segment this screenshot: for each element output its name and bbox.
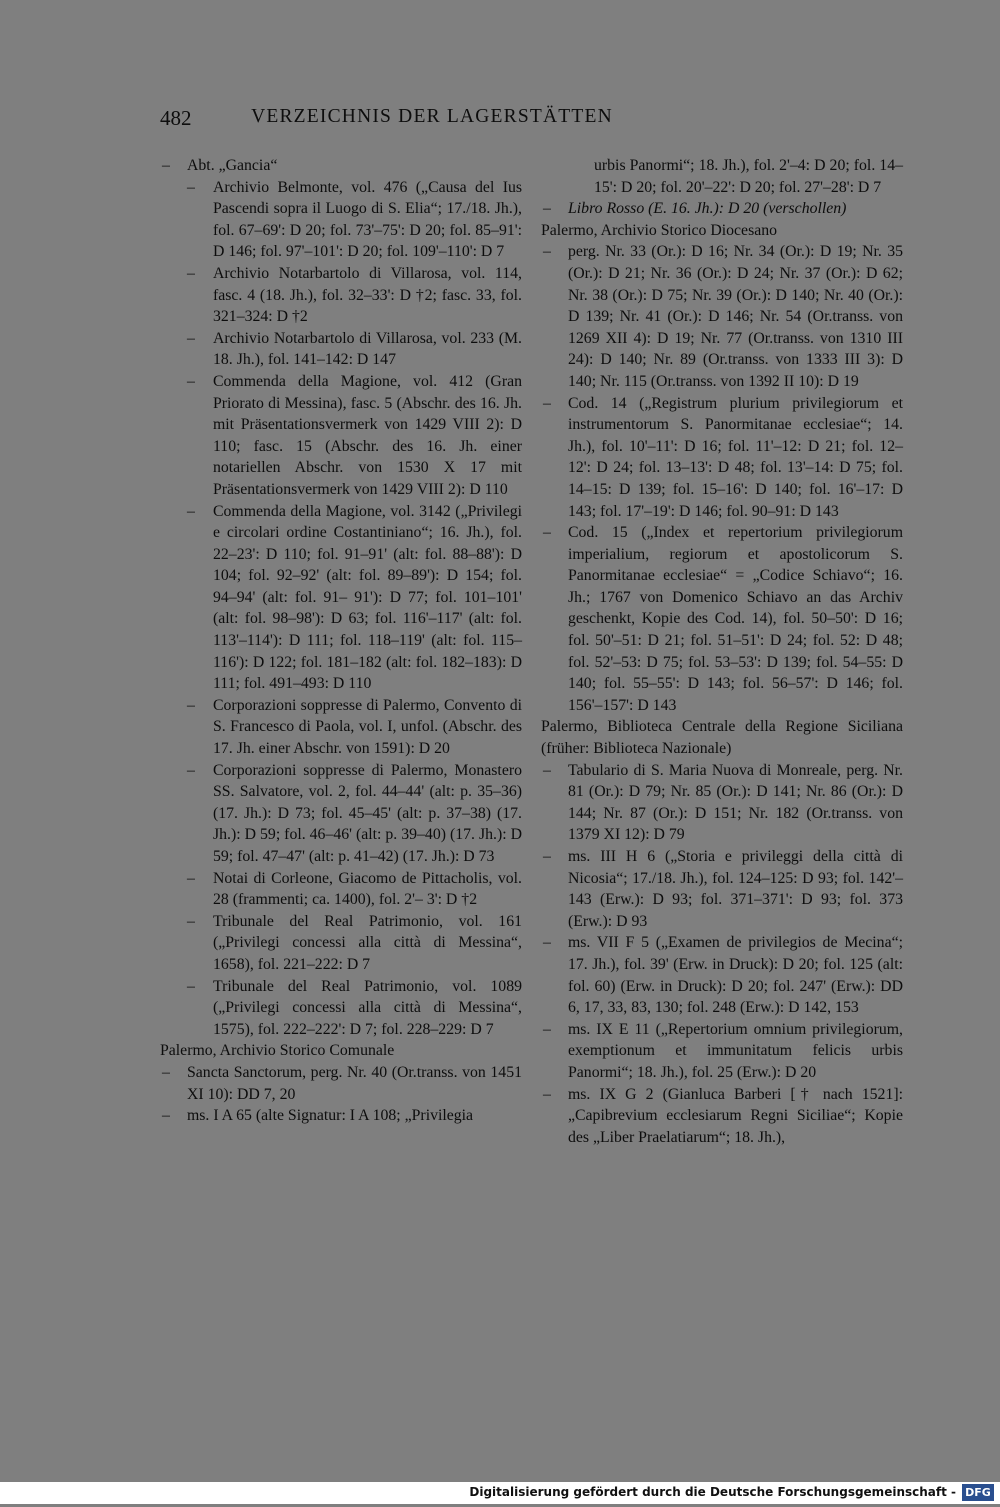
running-title: VERZEICHNIS DER LAGERSTÄTTEN <box>251 106 613 127</box>
entry-text: ms. VII F 5 („Examen de privilegios de Mecina“; 17. Jh.), fol. 39' (Erw. in Druck): D 20; fol. 125 (alt: fol. 60) (Erw. in Druck): D 20; fol. 247' (Erw.): DD 6, 17, 33, 83, 130; fol. 248 (Erw.): D 142, 153 <box>568 934 903 1017</box>
right-entry <box>541 716 903 759</box>
entry-text: Archivio Notarbartolo di Villarosa, vol. 233 (M. 18. Jh.), fol. 141–142: D 147 <box>213 329 522 369</box>
entry-text: Tribunale del Real Patrimonio, vol. 1089 („Privilegi concessi alla città di Messina“, 1575), fol. 222–222': D 7; fol. 228–229: D 7 <box>213 977 522 1038</box>
entry-text: Corporazioni soppresse di Palermo, Monastero SS. Salvatore, vol. 2, fol. 44–44' (alt: p. 35–36) (17. Jh.): D 73; fol. 45–45' (alt: p. 37–38) (17. Jh.): D 59; fol. 46–46' (alt: p. 39–40) (17. Jh.): D 59; fol. 47–47' (alt: p. 41–42) (17. Jh.): D 73 <box>213 761 522 865</box>
right-entry <box>541 1019 903 1084</box>
entry-text: Palermo, Biblioteca Centrale della Regione Siciliana (früher: Biblioteca Nazionale) <box>541 718 903 758</box>
entry-dash: – <box>187 264 195 282</box>
left-entry <box>160 1105 522 1127</box>
entry-text: Corporazioni soppresse di Palermo, Convento di S. Francesco di Paola, vol. I, unfol. (Abschr. des 17. Jh. einer Abschr. von 1591): D 20 <box>213 696 522 758</box>
right-entry <box>541 393 903 523</box>
entry-text: Sancta Sanctorum, perg. Nr. 40 (Or.transs. von 1451 XI 10): DD 7, 20 <box>187 1063 522 1103</box>
right-entry <box>541 220 903 242</box>
entry-text: Commenda della Magione, vol. 412 (Gran Priorato di Messina), fasc. 5 (Abschr. des 16. Jh. mit Präsentationsvermerk von 1429 VIII 2): D 110; fasc. 15 (Abschr. des 16. Jh. einer notariellen Abschr. von 1530 X 17 mit Präsentationsvermerk von 1429 VIII 2): D 110 <box>213 372 522 498</box>
entry-dash: – <box>187 502 195 520</box>
entry-text: Cod. 14 („Registrum plurium privilegiorum et instrumentorum S. Panormitanae ecclesiae“; 14. Jh.), fol. 10'–11': D 16; fol. 11'–12: D 21; fol. 12–12': D 24; fol. 13–13': D 48; fol. 13'–14: D 75; fol. 14–15: D 139; fol. 15–16': D 140; fol. 16'–17: D 143; fol. 17'–19': D 146; fol. 90–91: D 143 <box>568 394 903 520</box>
left-entry <box>160 911 522 976</box>
footer-banner <box>0 1482 1000 1504</box>
right-entry <box>541 198 903 220</box>
left-column <box>160 155 522 1127</box>
entry-dash: – <box>543 934 551 952</box>
left-entry <box>160 371 522 501</box>
entry-dash: – <box>543 243 551 261</box>
page-header <box>160 106 704 136</box>
entry-text: urbis Panormi“; 18. Jh.), fol. 2'–4: D 20; fol. 14–15': D 20; fol. 20'–22': D 20; fol. 27'–28': D 7 <box>594 157 903 196</box>
left-entry <box>160 760 522 868</box>
entry-dash: – <box>187 178 195 196</box>
left-entry <box>160 263 522 328</box>
entry-text: Libro Rosso (E. 16. Jh.): D 20 (verschollen) <box>568 200 847 218</box>
entry-dash: – <box>543 1020 551 1038</box>
entry-dash: – <box>543 1085 551 1103</box>
entry-text: ms. I A 65 (alte Signatur: I A 108; „Privilegia <box>187 1107 474 1125</box>
entry-text: Abt. „Gancia“ <box>187 157 278 174</box>
entry-dash: – <box>187 329 195 347</box>
entry-text: Tabulario di S. Maria Nuova di Monreale, perg. Nr. 81 (Or.): D 79; Nr. 85 (Or.): D 141; Nr. 86 (Or.): D 144; Nr. 87 (Or.): D 151; Nr. 182 (Or.transs. von 1379 XI 12): D 79 <box>568 761 903 844</box>
entry-dash: – <box>187 977 195 995</box>
entry-dash: – <box>543 848 551 865</box>
entry-dash: – <box>187 912 195 930</box>
entry-text: Commenda della Magione, vol. 3142 („Privilegi e circolari ordine Costantiniano“; 16. Jh.), fol. 22–23': D 110; fol. 91–91' (alt: fol. 88–88'): D 104; fol. 92–92' (alt: fol. 89–89'): D 154; fol. 94–94' (alt: fol. 91– 91'): D 77; fol. 101–101' (alt: fol. 98–98'): D 63; fol. 116'–117' (alt: fol. 113'–114'): D 111; fol. 118–119' (alt: fol. 115–116'): D 122; fol. 181–182 (alt: fol. 182–183): D 111; fol. 491–493: D 110 <box>213 502 522 693</box>
entry-dash: – <box>162 157 170 174</box>
entry-text: ms. III H 6 („Storia e privileggi della città di Nicosia“; 17./18. Jh.), fol. 124–125: D 93; fol. 142'–143 (Erw.): D 93; fol. 371–371': D 93; fol. 373 (Erw.): D 93 <box>568 848 903 930</box>
left-entry <box>160 155 522 177</box>
entry-dash: – <box>543 394 551 412</box>
left-entry <box>160 501 522 695</box>
entry-dash: – <box>187 761 195 779</box>
entry-text: Tribunale del Real Patrimonio, vol. 161 („Privilegi concessi alla città di Messina“, 1658), fol. 221–222: D 7 <box>213 912 522 973</box>
right-column <box>541 155 903 1148</box>
dfg-logo: DFG <box>962 1484 994 1501</box>
left-entry <box>160 328 522 371</box>
right-entry <box>541 760 903 846</box>
left-entry <box>160 1040 522 1062</box>
entry-text: ms. IX E 11 („Repertorium omnium privilegiorum, exemptionum et immunitatum felicis urbis Panormi“; 18. Jh.), fol. 25 (Erw.): D 20 <box>568 1020 903 1081</box>
entry-text: Cod. 15 („Index et repertorium privilegiorum imperialium, regiorum et apostolicorum S. Panormitanae ecclesiae“ = „Codice Schiavo“; 16. Jh.; 1767 von Domenico Schiavo an das Archiv geschenkt, Kopie des Cod. 14), fol. 50–50': D 16; fol. 50'–51: D 21; fol. 51–51': D 24; fol. 52: D 48; fol. 52'–53: D 75; fol. 53–53': D 139; fol. 54–55: D 140; fol. 55–55': D 143; fol. 56–57': D 146; fol. 156'–157': D 143 <box>568 524 903 714</box>
entry-text: Palermo, Archivio Storico Diocesano <box>541 221 778 239</box>
entry-dash: – <box>187 869 195 887</box>
right-entry <box>541 155 903 198</box>
right-entry <box>541 1084 903 1149</box>
right-entry <box>541 932 903 1018</box>
left-entry <box>160 868 522 911</box>
entry-dash: – <box>543 761 551 779</box>
entry-text: Archivio Notarbartolo di Villarosa, vol. 114, fasc. 4 (18. Jh.), fol. 32–33': D †2; fasc. 33, fol. 321–324: D †2 <box>213 264 522 326</box>
entry-text: Notai di Corleone, Giacomo de Pittacholis, vol. 28 (frammenti; ca. 1400), fol. 2'– 3': D †2 <box>213 869 522 909</box>
entry-dash: – <box>162 1063 170 1081</box>
left-entry <box>160 1062 522 1105</box>
entry-text: perg. Nr. 33 (Or.): D 16; Nr. 34 (Or.): D 19; Nr. 35 (Or.): D 21; Nr. 36 (Or.): D 24; Nr. 37 (Or.): D 62; Nr. 38 (Or.): D 75; Nr. 39 (Or.): D 140; Nr. 40 (Or.): D 139; Nr. 41 (Or.): D 146; Nr. 54 (Or.transs. von 1269 XII 4): D 19; Nr. 77 (Or.transs. von 1310 III 24): D 140; Nr. 89 (Or.transs. von 1333 III 3): D 140; Nr. 115 (Or.transs. von 1392 II 10): D 19 <box>568 243 903 390</box>
left-entry <box>160 976 522 1041</box>
page-number: 482 <box>160 106 192 130</box>
footer-text: Digitalisierung gefördert durch die Deutsche Forschungsgemeinschaft - <box>469 1485 956 1499</box>
entry-text: Archivio Belmonte, vol. 476 („Causa del Ius Pascendi sopra il Luogo di S. Elia“; 17./18. Jh.), fol. 67–69': D 20; fol. 73'–75': D 20; fol. 85–91': D 146; fol. 97'–101': D 20; fol. 109'–110': D 7 <box>213 178 522 261</box>
entry-dash: – <box>187 696 195 714</box>
entry-text: ms. IX G 2 (Gianluca Barberi [† nach 1521]: „Capibrevium ecclesiarum Regni Siciliae“; Kopie des „Liber Praelatiarum“; 18. Jh.), <box>568 1085 903 1146</box>
left-entry <box>160 695 522 760</box>
right-entry <box>541 241 903 392</box>
entry-dash: – <box>543 524 551 542</box>
right-entry <box>541 522 903 716</box>
entry-text: Palermo, Archivio Storico Comunale <box>160 1042 395 1060</box>
entry-dash: – <box>162 1107 170 1125</box>
right-entry <box>541 846 903 932</box>
entry-dash: – <box>543 200 551 218</box>
entry-dash: – <box>187 372 195 390</box>
left-entry <box>160 177 522 263</box>
